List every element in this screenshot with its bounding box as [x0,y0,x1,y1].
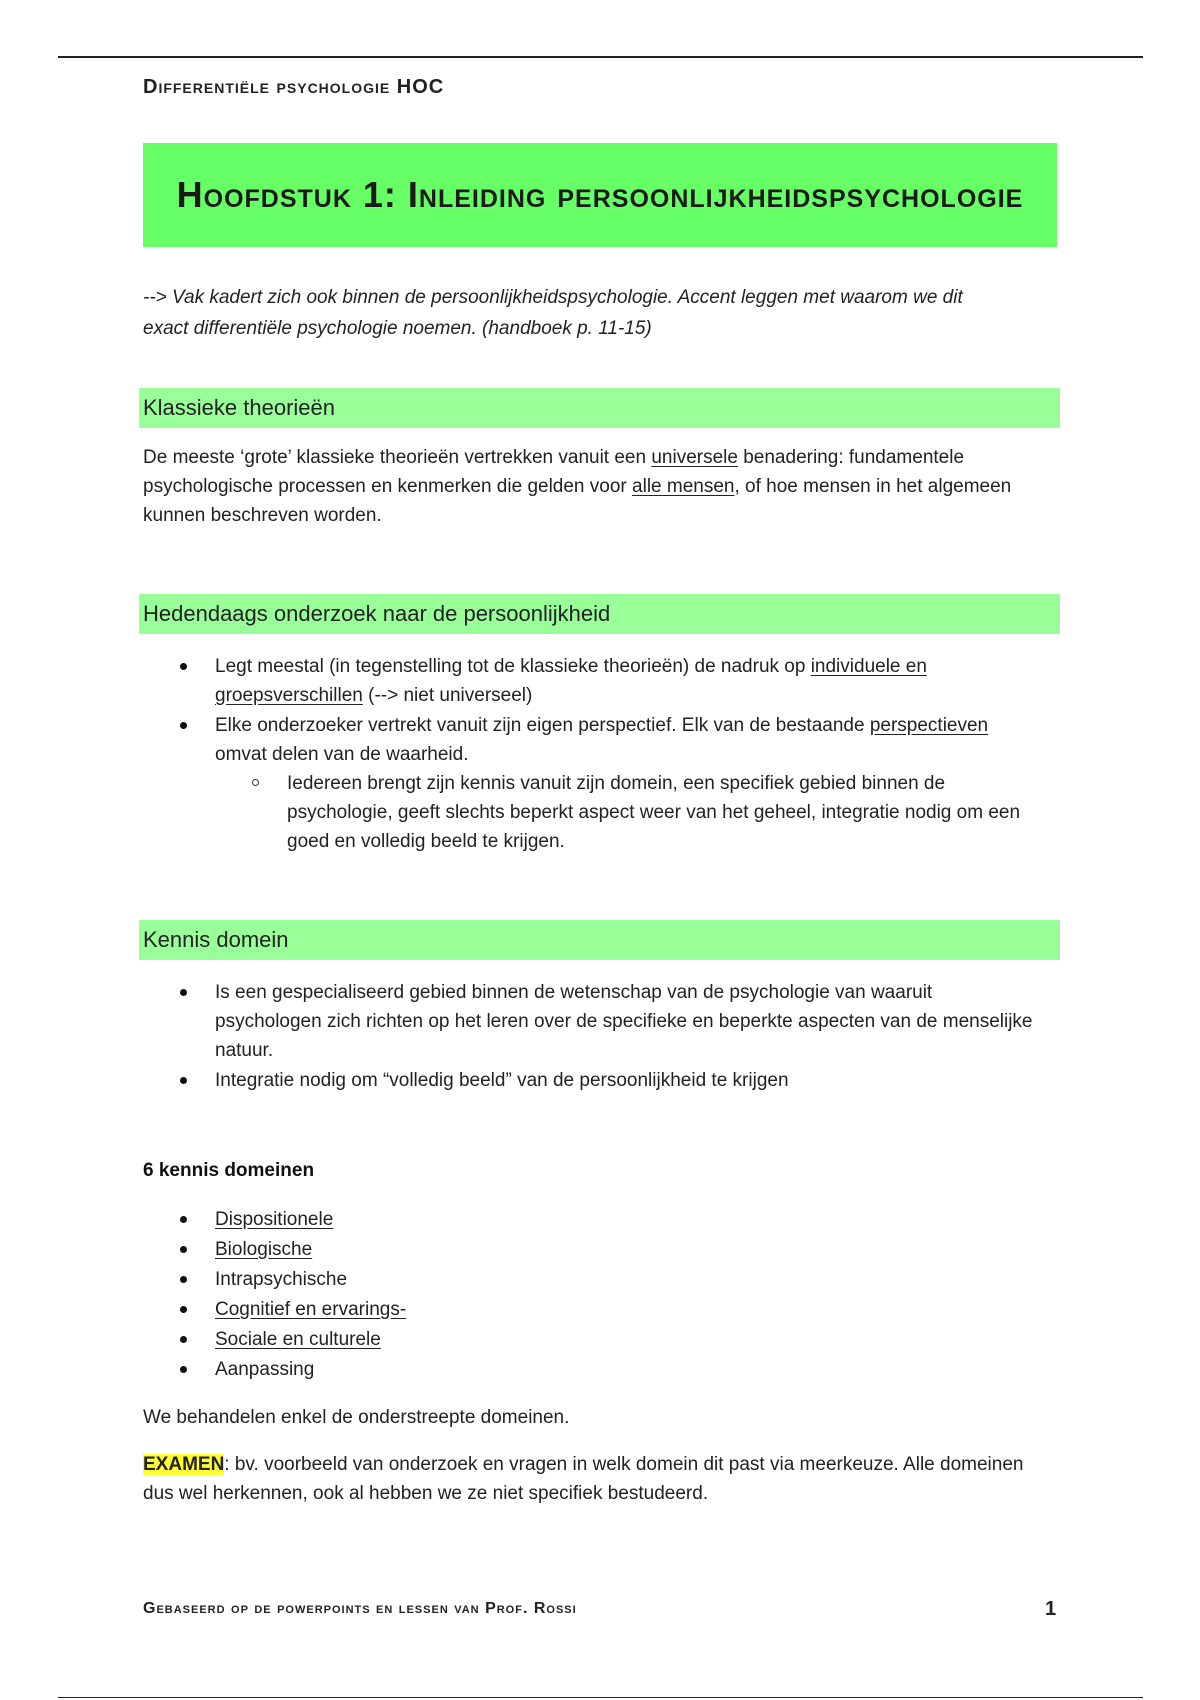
section-heading-klassiek: Klassieke theorieën [139,388,1060,428]
domain-intrapsychische: Intrapsychische [215,1269,348,1290]
bullet-icon [180,1077,187,1084]
page-footer: Gebaseerd op de powerpoints en lessen van Prof. Rossi [143,1600,577,1617]
sub-list [215,769,1043,856]
section-heading-hedendaags: Hedendaags onderzoek naar de persoonlijkheid [139,594,1060,634]
klassiek-paragraph [143,443,1043,530]
page-header: Differentiële psychologie HOC [143,76,445,98]
domain-sociale: Sociale en culturele [215,1329,381,1350]
sub-list-item [215,769,1043,856]
underlined-universele: universele [651,447,738,468]
list-item [143,1295,1043,1324]
bullet-icon [180,1306,187,1313]
list-item [143,1325,1043,1354]
text-run: : bv. voorbeeld van onderzoek en vragen in welk domein dit past via meerkeuze. Alle domeinen dus wel herkennen, ook al hebben we ze niet specifiek bestudeerd. [143,1454,1024,1504]
text-run: Iedereen brengt zijn kennis vanuit zijn domein, een specifiek gebied binnen de psychologie, geeft slechts beperkt aspect weer van het geheel, integratie nodig om een goed en volledig beeld te krijgen. [287,773,1021,852]
list-item [143,1205,1043,1234]
list-item [143,1355,1043,1384]
list-item [143,1235,1043,1264]
text-run: Integratie nodig om “volledig beeld” van de persoonlijkheid te krijgen [215,1070,789,1091]
chapter-title-box [143,143,1057,247]
page-number: 1 [1045,1598,1057,1620]
text-run: Legt meestal (in tegenstelling tot de klassieke theorieën) de nadruk op [215,656,811,677]
underlined-perspectieven: perspectieven [869,715,989,736]
text-run: , of hoe mensen in het algemeen kunnen beschreven worden. [143,476,1012,526]
domains-heading: 6 kennis domeinen [143,1160,315,1181]
hedendaags-list [143,652,1043,857]
bullet-icon [180,663,187,670]
text-run: (--> niet universeel) [362,685,533,706]
bullet-icon [180,1366,187,1373]
text-run: De meeste ‘grote’ klassieke theorieën vertrekken vanuit een [143,447,652,468]
bullet-icon [180,1336,187,1343]
intro-line-2: exact differentiële psychologie noemen. (handboek p. 11-15) [143,318,652,339]
list-item [143,1265,1043,1294]
domain-dispositionele: Dispositionele [215,1209,334,1230]
list-item [143,711,1043,856]
exam-label: EXAMEN [143,1454,225,1475]
circle-bullet-icon [252,779,259,786]
text-run: Is een gespecialiseerd gebied binnen de wetenschap van de psychologie van waaruit psychologen zich richten op het leren over de specifieke en beperkte aspecten van de menselijke natuur. [215,982,1033,1061]
kennis-list [143,978,1043,1096]
intro-text [143,282,1043,344]
exam-note [143,1450,1043,1508]
text-run: Elke onderzoeker vertrekt vanuit zijn eigen perspectief. Elk van de bestaande [215,715,870,736]
underlined-alle-mensen: alle mensen [632,476,735,497]
domain-cognitief: Cognitief en ervarings- [215,1299,407,1320]
bullet-icon [180,1246,187,1253]
underlined-groepsverschillen: individuele en groepsverschillen [215,656,927,706]
section-heading-kennis: Kennis domein [139,920,1060,960]
list-item [143,652,1043,710]
text-run: omvat delen van de waarheid. [215,744,469,765]
domains-note: We behandelen enkel de onderstreepte domeinen. [143,1407,570,1428]
top-rule [58,56,1143,58]
intro-line-1: --> Vak kadert zich ook binnen de persoonlijkheidspsychologie. Accent leggen met waarom we dit [143,287,963,308]
domains-list [143,1205,1043,1385]
domain-aanpassing: Aanpassing [215,1359,315,1380]
text-run: benadering: fundamentele psychologische processen en kenmerken die gelden voor [143,447,965,497]
bottom-rule [58,1697,1143,1698]
list-item [143,1066,1043,1095]
bullet-icon [180,989,187,996]
chapter-title: Hoofdstuk 1: Inleiding persoonlijkheidspsychologie [176,174,1024,215]
list-item [143,978,1043,1065]
bullet-icon [180,1216,187,1223]
domain-biologische: Biologische [215,1239,313,1260]
bullet-icon [180,722,187,729]
bullet-icon [180,1276,187,1283]
